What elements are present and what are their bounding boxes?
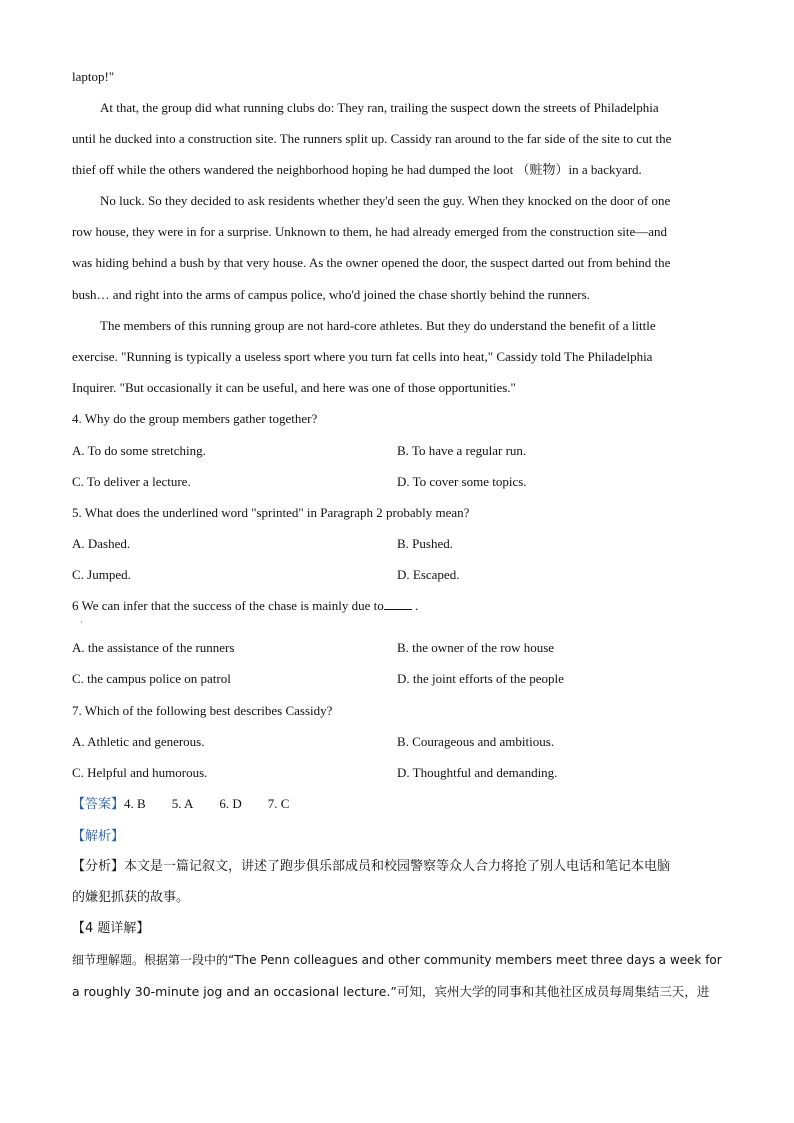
passage-line: laptop!": [72, 69, 115, 84]
passage-line: Inquirer. "But occasionally it can be useful, and here was one of those opportunities.": [72, 380, 516, 395]
detail-line: 细节理解题。根据第一段中的“The Penn colleagues and other community members meet three days a week for: [72, 953, 722, 967]
answer-item: 6. D: [219, 796, 242, 811]
passage-line: row house, they were in for a surprise. Unknown to them, he had already emerged from the construction site—and: [72, 224, 668, 239]
passage-line: The members of this running group are not hard-core athletes. But they do understand the benefit of a little: [100, 318, 656, 333]
analysis-label: 【解析】: [72, 829, 125, 844]
option-a: A. Athletic and generous.: [72, 734, 205, 749]
option-d: D. Escaped.: [397, 567, 460, 582]
passage-line: was hiding behind a bush by that very house. As the owner opened the door, the suspect darted out from behind the: [72, 255, 671, 270]
option-c: C. Jumped.: [72, 567, 131, 582]
passage-line: until he ducked into a construction site. The runners split up. Cassidy ran around to the far side of the site to cut the: [72, 131, 672, 146]
option-d: D. Thoughtful and demanding.: [397, 765, 558, 780]
answer-item: 4. B: [124, 796, 146, 811]
question-stem: 7. Which of the following best describes Cassidy?: [72, 703, 333, 718]
question-stem: 5. What does the underlined word "sprinted" in Paragraph 2 probably mean?: [72, 505, 470, 520]
question-stem: 4. Why do the group members gather together?: [72, 411, 318, 426]
question-stem-end: .: [411, 598, 419, 613]
stray-dot: ·: [80, 618, 83, 627]
answer-item: 5. A: [171, 796, 194, 811]
passage-line: At that, the group did what running clubs do: They ran, trailing the suspect down the streets of Philadelphia: [100, 100, 659, 115]
passage-line: No luck. So they decided to ask residents whether they'd seen the guy. When they knocked on the door of one: [100, 193, 671, 208]
analysis-summary: [72, 859, 670, 875]
option-b: B. the owner of the row house: [397, 640, 555, 655]
option-a: A. Dashed.: [72, 536, 131, 551]
option-b: B. Courageous and ambitious.: [397, 734, 555, 749]
question-stem: [72, 598, 418, 614]
option-d: D. To cover some topics.: [397, 474, 527, 489]
option-b: B. Pushed.: [397, 536, 453, 551]
option-a: A. To do some stretching.: [72, 443, 206, 458]
summary-label: 【分析】: [72, 859, 125, 874]
option-a: A. the assistance of the runners: [72, 640, 235, 655]
analysis-summary-cont: 的嫌犯抓获的故事。: [72, 890, 190, 905]
option-c: C. Helpful and humorous.: [72, 765, 208, 780]
option-c: C. the campus police on patrol: [72, 671, 231, 686]
option-b: B. To have a regular run.: [397, 443, 527, 458]
summary-text: 本文是一篇记叙文，讲述了跑步俱乐部成员和校园警察等众人合力将抢了别人电话和笔记本电脑: [124, 859, 671, 874]
option-c: C. To deliver a lecture.: [72, 474, 191, 489]
passage-line: exercise. "Running is typically a useless sport where you turn fat cells into heat," Cassidy told The Philadelphia: [72, 349, 653, 364]
answer-line: [72, 796, 315, 813]
answer-item: 7. C: [267, 796, 290, 811]
detail-line: a roughly 30-minute jog and an occasional lecture.”可知，宾州大学的同事和其他社区成员每周集结三天，进: [72, 984, 710, 999]
passage-line: thief off while the others wandered the neighborhood hoping he had dumped the loot （赃物）in a backyard.: [72, 162, 642, 177]
option-d: D. the joint efforts of the people: [397, 671, 564, 686]
question-stem-text: 6 We can infer that the success of the chase is mainly due to: [72, 598, 384, 613]
detail-heading: 【4 题详解】: [72, 921, 150, 936]
answer-label: 【答案】: [72, 797, 125, 812]
passage-line: bush… and right into the arms of campus police, who'd joined the chase shortly behind the runners.: [72, 287, 590, 302]
answer-blank: [384, 598, 412, 610]
analysis-heading: [72, 828, 124, 845]
